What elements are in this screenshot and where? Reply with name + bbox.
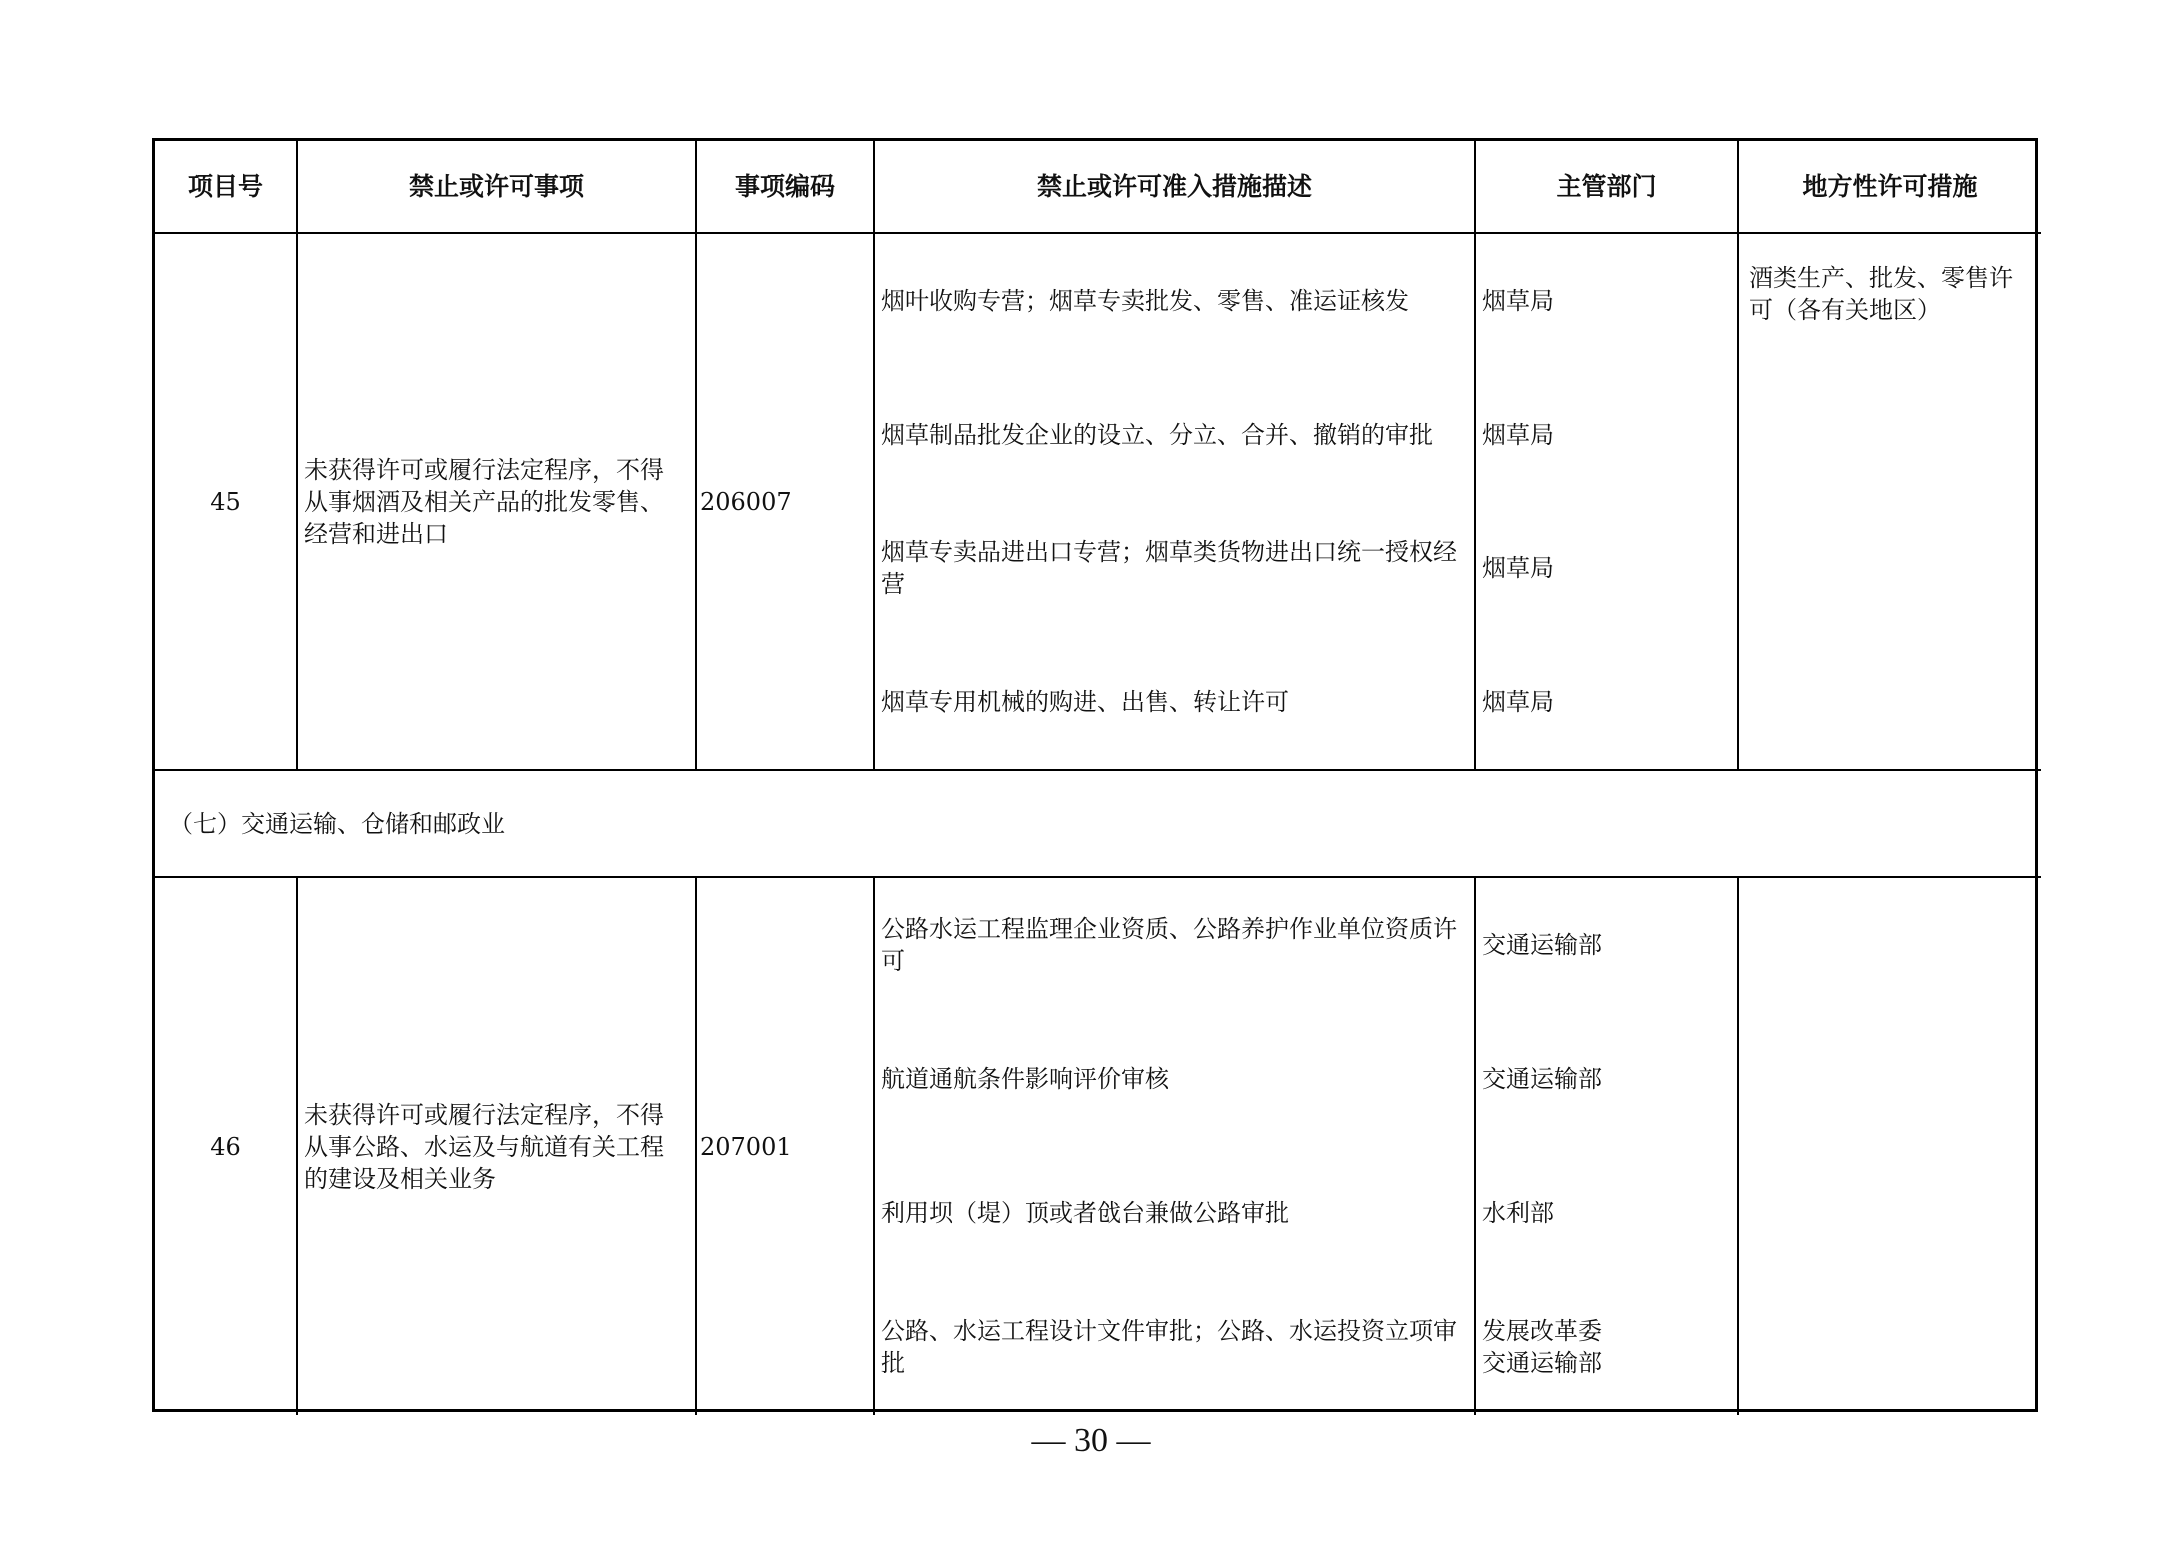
header-description: 禁止或许可准入措施描述 [875,141,1476,234]
row46-departments [1476,878,1739,1415]
page-number: — 30 — [1031,1422,1151,1459]
row46-measure-2 [881,1012,1468,1146]
row46-dept-4: 发展改革委 [1482,1317,1602,1345]
row45-dept-4: 烟草局 [1482,688,1554,717]
row45-departments [1476,234,1739,771]
row46-desc-3: 利用坝（堤）顶或者戗台兼做公路审批 [881,1199,1289,1227]
row45-matter [298,234,697,771]
row45-dept-slot-4 [1482,635,1731,769]
row46-dept-slot-4 [1482,1280,1731,1414]
row45-dept-3: 烟草局 [1482,554,1554,583]
row45-measure-3 [881,502,1468,636]
row46-matter [298,878,697,1415]
row46-local [1739,878,2041,1415]
row45-matter-text: 未获得许可或履行法定程序，不得从事烟酒及相关产品的批发零售、经营和进出口 [304,455,664,548]
row46-dept-slot-2 [1482,1012,1731,1146]
row46-measure-3 [881,1146,1468,1280]
permission-table [152,138,2038,1412]
row45-desc-1: 烟叶收购专营；烟草专卖批发、零售、准运证核发 [881,286,1409,315]
section-heading-7: （七）交通运输、仓储和邮政业 [155,771,2041,878]
row46-matter-text: 未获得许可或履行法定程序，不得从事公路、水运及与航道有关工程的建设及相关业务 [304,1100,664,1193]
header-item-no: 项目号 [155,141,298,234]
header-local: 地方性许可措施 [1739,141,2041,234]
row46-dept-slot-3 [1482,1146,1731,1280]
row46-descriptions [875,878,1476,1415]
row46-measure-4 [881,1280,1468,1414]
row45-desc-3: 烟草专卖品进出口专营；烟草类货物进出口统一授权经营 [881,538,1457,599]
row45-dept-2: 烟草局 [1482,420,1554,449]
row45-dept-1: 烟草局 [1482,286,1554,315]
row46-code: 207001 [697,878,875,1415]
row45-descriptions [875,234,1476,771]
row45-desc-2: 烟草制品批发企业的设立、分立、合并、撤销的审批 [881,420,1433,449]
row46-dept-4b: 交通运输部 [1482,1349,1602,1377]
row45-measure-4 [881,635,1468,769]
row45-dept-slot-3 [1482,502,1731,636]
row46-desc-2: 航道通航条件影响评价审核 [881,1065,1169,1093]
row45-code: 206007 [697,234,875,771]
row45-measure-1 [881,234,1468,368]
header-code: 事项编码 [697,141,875,234]
header-department: 主管部门 [1476,141,1739,234]
row46-item-no: 46 [155,878,298,1415]
row45-dept-slot-1 [1482,234,1731,368]
row46-measure-1 [881,878,1468,1012]
row46-desc-4: 公路、水运工程设计文件审批；公路、水运投资立项审批 [881,1317,1457,1377]
row45-local: 酒类生产、批发、零售许可（各有关地区） [1739,234,2041,771]
row45-measure-2 [881,368,1468,502]
row46-desc-1: 公路水运工程监理企业资质、公路养护作业单位资质许可 [881,915,1457,975]
row45-item-no: 45 [155,234,298,771]
row45-dept-slot-2 [1482,368,1731,502]
row46-dept-1: 交通运输部 [1482,931,1602,959]
header-matter: 禁止或许可事项 [298,141,697,234]
row46-dept-3: 水利部 [1482,1199,1554,1227]
row46-dept-slot-1 [1482,878,1731,1012]
row45-desc-4: 烟草专用机械的购进、出售、转让许可 [881,688,1289,717]
row46-dept-2: 交通运输部 [1482,1065,1602,1093]
